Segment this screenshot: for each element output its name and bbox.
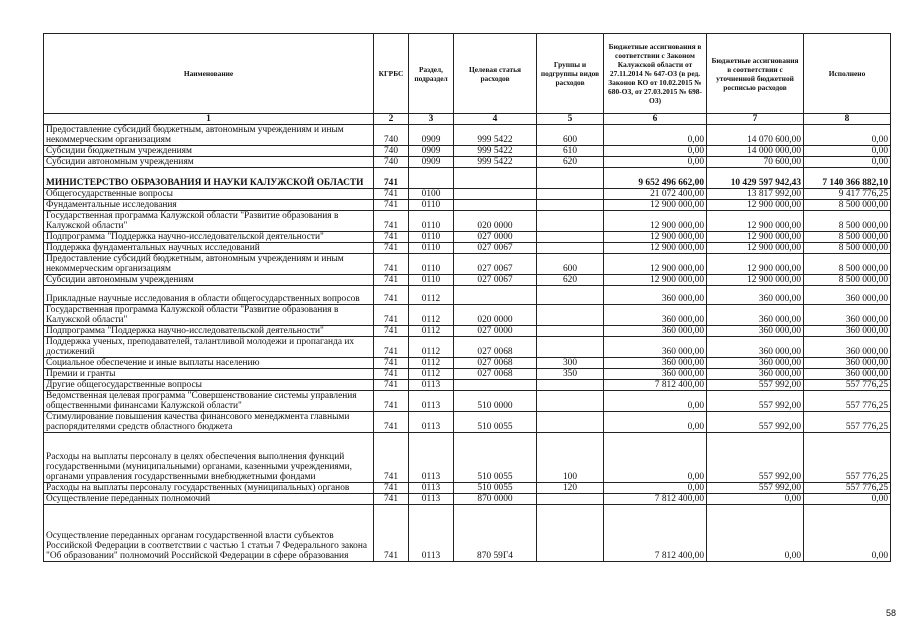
table-row [44, 505, 891, 562]
column-number: 5 [537, 114, 604, 125]
row-kgrbs: 741 [374, 483, 409, 494]
column-number: 8 [804, 114, 891, 125]
row-group: 620 [537, 157, 604, 168]
row-budget-refined: 13 817 992,00 [707, 189, 804, 200]
row-section: 0113 [409, 505, 454, 562]
row-executed: 557 776,25 [804, 391, 891, 412]
row-kgrbs: 741 [374, 200, 409, 211]
row-budget-refined: 12 900 000,00 [707, 211, 804, 232]
row-kgrbs: 741 [374, 391, 409, 412]
row-group [537, 200, 604, 211]
row-kgrbs: 740 [374, 146, 409, 157]
row-group [537, 505, 604, 562]
row-executed: 0,00 [804, 157, 891, 168]
page-number: 58 [885, 608, 896, 618]
row-name: Подпрограмма "Поддержка научно-исследовательской деятельности" [44, 232, 374, 243]
row-budget-law: 7 812 400,00 [604, 505, 707, 562]
row-name: Фундаментальные исследования [44, 200, 374, 211]
row-kgrbs: 741 [374, 286, 409, 305]
row-budget-refined: 360 000,00 [707, 305, 804, 326]
row-name: Другие общегосударственные вопросы [44, 380, 374, 391]
row-group: 120 [537, 483, 604, 494]
row-kgrbs: 741 [374, 380, 409, 391]
row-budget-law: 360 000,00 [604, 358, 707, 369]
row-name: Субсидии автономным учреждениям [44, 275, 374, 286]
row-kgrbs: 741 [374, 232, 409, 243]
row-section: 0112 [409, 358, 454, 369]
row-group [537, 391, 604, 412]
row-group [537, 494, 604, 505]
row-kgrbs: 741 [374, 505, 409, 562]
row-target: 999 5422 [454, 125, 537, 146]
row-budget-law: 0,00 [604, 391, 707, 412]
row-budget-law: 360 000,00 [604, 286, 707, 305]
row-name: Расходы на выплаты персоналу в целях обеспечения выполнения функций государственными (муниципальными) органами, казенными учреждениями, органами управления государственными внебюджетными фондами [44, 433, 374, 483]
row-budget-law: 12 900 000,00 [604, 275, 707, 286]
row-budget-refined: 360 000,00 [707, 337, 804, 358]
row-section: 0110 [409, 243, 454, 254]
row-kgrbs: 741 [374, 494, 409, 505]
row-budget-law: 9 652 496 662,00 [604, 168, 707, 189]
row-budget-refined: 10 429 597 942,43 [707, 168, 804, 189]
row-group: 350 [537, 369, 604, 380]
row-executed: 557 776,25 [804, 433, 891, 483]
row-name: Предоставление субсидий бюджетным, автономным учреждениям и иным некоммерческим организациям [44, 254, 374, 275]
row-executed: 8 500 000,00 [804, 243, 891, 254]
row-name: Премии и гранты [44, 369, 374, 380]
table-row [44, 337, 891, 358]
row-name: МИНИСТЕРСТВО ОБРАЗОВАНИЯ И НАУКИ КАЛУЖСКОЙ ОБЛАСТИ [44, 168, 374, 189]
row-budget-law: 0,00 [604, 433, 707, 483]
column-number-row [44, 114, 891, 125]
row-section: 0113 [409, 391, 454, 412]
column-number: 6 [604, 114, 707, 125]
row-executed: 360 000,00 [804, 358, 891, 369]
row-section: 0110 [409, 275, 454, 286]
row-target: 510 0000 [454, 391, 537, 412]
table-row [44, 275, 891, 286]
row-target: 027 0068 [454, 369, 537, 380]
table-row [44, 412, 891, 433]
row-executed: 557 776,25 [804, 380, 891, 391]
row-group [537, 168, 604, 189]
row-kgrbs: 741 [374, 369, 409, 380]
header-kgrbs: КГРБС [374, 34, 409, 114]
row-budget-law: 12 900 000,00 [604, 243, 707, 254]
table-row [44, 189, 891, 200]
row-executed: 0,00 [804, 125, 891, 146]
row-budget-refined: 557 992,00 [707, 412, 804, 433]
table-row [44, 243, 891, 254]
table-row [44, 232, 891, 243]
row-target: 870 59Г4 [454, 505, 537, 562]
row-budget-refined: 557 992,00 [707, 433, 804, 483]
row-executed: 8 500 000,00 [804, 200, 891, 211]
row-budget-refined: 12 900 000,00 [707, 200, 804, 211]
row-section: 0112 [409, 369, 454, 380]
row-group [537, 243, 604, 254]
row-executed: 7 140 366 882,10 [804, 168, 891, 189]
row-budget-law: 21 072 400,00 [604, 189, 707, 200]
row-target [454, 380, 537, 391]
row-name: Ведомственная целевая программа "Совершенствование системы управления общественными финансами Калужской области" [44, 391, 374, 412]
row-budget-refined: 14 000 000,00 [707, 146, 804, 157]
row-section: 0113 [409, 380, 454, 391]
row-kgrbs: 741 [374, 211, 409, 232]
row-budget-law: 0,00 [604, 146, 707, 157]
row-target: 999 5422 [454, 146, 537, 157]
row-group: 620 [537, 275, 604, 286]
row-name: Государственная программа Калужской области "Развитие образования в Калужской области" [44, 211, 374, 232]
row-kgrbs: 741 [374, 358, 409, 369]
row-executed: 0,00 [804, 505, 891, 562]
row-target: 020 0000 [454, 211, 537, 232]
row-budget-law: 360 000,00 [604, 326, 707, 337]
row-executed: 557 776,25 [804, 483, 891, 494]
row-budget-refined: 70 600,00 [707, 157, 804, 168]
row-budget-refined: 0,00 [707, 505, 804, 562]
row-target [454, 200, 537, 211]
row-budget-law: 360 000,00 [604, 369, 707, 380]
row-budget-refined: 360 000,00 [707, 358, 804, 369]
row-target [454, 286, 537, 305]
table-row [44, 369, 891, 380]
column-number: 7 [707, 114, 804, 125]
row-budget-law: 0,00 [604, 157, 707, 168]
row-section: 0909 [409, 157, 454, 168]
row-target: 870 0000 [454, 494, 537, 505]
table-row [44, 494, 891, 505]
row-executed: 360 000,00 [804, 286, 891, 305]
row-target: 027 0067 [454, 243, 537, 254]
row-group [537, 337, 604, 358]
table-row [44, 200, 891, 211]
row-section: 0909 [409, 146, 454, 157]
row-section: 0113 [409, 433, 454, 483]
row-executed: 9 417 776,25 [804, 189, 891, 200]
table-row [44, 305, 891, 326]
row-section: 0112 [409, 305, 454, 326]
row-executed: 360 000,00 [804, 337, 891, 358]
row-budget-law: 360 000,00 [604, 305, 707, 326]
row-section: 0110 [409, 232, 454, 243]
row-executed: 360 000,00 [804, 305, 891, 326]
row-kgrbs: 741 [374, 305, 409, 326]
row-kgrbs: 740 [374, 157, 409, 168]
row-target: 510 0055 [454, 483, 537, 494]
row-group: 600 [537, 254, 604, 275]
row-kgrbs: 741 [374, 254, 409, 275]
row-section: 0113 [409, 412, 454, 433]
row-name: Прикладные научные исследования в области общегосударственных вопросов [44, 286, 374, 305]
row-kgrbs: 741 [374, 433, 409, 483]
row-name: Осуществление переданных органам государственной власти субъектов Российской Федерации в соответствии с частью 1 статьи 7 Федерального закона "Об образовании" полномочий Российской Федерации в сфере образования [44, 505, 374, 562]
row-target: 510 0055 [454, 433, 537, 483]
row-section: 0113 [409, 483, 454, 494]
row-budget-refined: 0,00 [707, 494, 804, 505]
row-target: 027 0000 [454, 232, 537, 243]
row-group: 600 [537, 125, 604, 146]
row-kgrbs: 741 [374, 243, 409, 254]
row-target: 027 0068 [454, 337, 537, 358]
row-kgrbs: 740 [374, 125, 409, 146]
row-budget-refined: 14 070 600,00 [707, 125, 804, 146]
row-target: 027 0000 [454, 326, 537, 337]
row-budget-refined: 557 992,00 [707, 483, 804, 494]
row-executed: 557 776,25 [804, 412, 891, 433]
column-number: 4 [454, 114, 537, 125]
row-budget-law: 7 812 400,00 [604, 494, 707, 505]
row-kgrbs: 741 [374, 326, 409, 337]
row-target: 027 0068 [454, 358, 537, 369]
row-kgrbs: 741 [374, 168, 409, 189]
row-budget-refined: 12 900 000,00 [707, 243, 804, 254]
row-target [454, 168, 537, 189]
row-executed: 8 500 000,00 [804, 275, 891, 286]
row-budget-refined: 360 000,00 [707, 286, 804, 305]
table-row [44, 254, 891, 275]
row-kgrbs: 741 [374, 189, 409, 200]
row-kgrbs: 741 [374, 275, 409, 286]
row-name: Субсидии автономным учреждениям [44, 157, 374, 168]
row-section: 0110 [409, 211, 454, 232]
table-row [44, 358, 891, 369]
row-target: 020 0000 [454, 305, 537, 326]
row-budget-law: 12 900 000,00 [604, 254, 707, 275]
row-budget-refined: 12 900 000,00 [707, 254, 804, 275]
row-section: 0112 [409, 326, 454, 337]
row-section: 0110 [409, 254, 454, 275]
row-section: 0100 [409, 189, 454, 200]
row-section [409, 168, 454, 189]
row-executed: 8 500 000,00 [804, 211, 891, 232]
row-executed: 8 500 000,00 [804, 232, 891, 243]
row-name: Расходы на выплаты персоналу государственных (муниципальных) органов [44, 483, 374, 494]
row-name: Поддержка ученых, преподавателей, талантливой молодежи и пропаганда их достижений [44, 337, 374, 358]
row-group: 100 [537, 433, 604, 483]
row-section: 0909 [409, 125, 454, 146]
table-row [44, 168, 891, 189]
table-row [44, 483, 891, 494]
row-budget-refined: 557 992,00 [707, 391, 804, 412]
row-section: 0112 [409, 286, 454, 305]
row-name: Общегосударственные вопросы [44, 189, 374, 200]
row-target [454, 189, 537, 200]
row-budget-refined: 12 900 000,00 [707, 275, 804, 286]
header-target: Целевая статья расходов [454, 34, 537, 114]
table-row [44, 211, 891, 232]
row-target: 510 0055 [454, 412, 537, 433]
header-section: Раздел, подраздел [409, 34, 454, 114]
row-name: Предоставление субсидий бюджетным, автономным учреждениям и иным некоммерческим организациям [44, 125, 374, 146]
row-name: Субсидии бюджетным учреждениям [44, 146, 374, 157]
row-budget-refined: 12 900 000,00 [707, 232, 804, 243]
row-target: 999 5422 [454, 157, 537, 168]
header-name: Наименование [44, 34, 374, 114]
row-kgrbs: 741 [374, 337, 409, 358]
row-group [537, 412, 604, 433]
table-row [44, 157, 891, 168]
row-name: Социальное обеспечение и иные выплаты населению [44, 358, 374, 369]
column-number: 1 [44, 114, 374, 125]
table-row [44, 125, 891, 146]
row-budget-law: 360 000,00 [604, 337, 707, 358]
row-group [537, 189, 604, 200]
row-executed: 360 000,00 [804, 369, 891, 380]
row-executed: 8 500 000,00 [804, 254, 891, 275]
row-name: Стимулирование повышения качества финансового менеджмента главными распорядителями средств областного бюджета [44, 412, 374, 433]
row-group [537, 380, 604, 391]
row-budget-refined: 360 000,00 [707, 369, 804, 380]
table-row [44, 286, 891, 305]
row-budget-law: 7 812 400,00 [604, 380, 707, 391]
header-groups: Группы и подгруппы видов расходов [537, 34, 604, 114]
table-row [44, 433, 891, 483]
column-number: 3 [409, 114, 454, 125]
row-budget-law: 0,00 [604, 483, 707, 494]
row-section: 0110 [409, 200, 454, 211]
row-executed: 0,00 [804, 494, 891, 505]
header-budget-refined: Бюджетные ассигнования в соответствии с уточненной бюджетной росписью расходов [707, 34, 804, 114]
row-target: 027 0067 [454, 254, 537, 275]
row-name: Подпрограмма "Поддержка научно-исследовательской деятельности" [44, 326, 374, 337]
budget-table [43, 33, 891, 562]
row-group [537, 326, 604, 337]
row-group: 610 [537, 146, 604, 157]
header-row [44, 34, 891, 114]
row-name: Осуществление переданных полномочий [44, 494, 374, 505]
row-group [537, 211, 604, 232]
column-number: 2 [374, 114, 409, 125]
row-group [537, 286, 604, 305]
row-budget-law: 12 900 000,00 [604, 211, 707, 232]
row-name: Государственная программа Калужской области "Развитие образования в Калужской области" [44, 305, 374, 326]
row-budget-refined: 360 000,00 [707, 326, 804, 337]
table-row [44, 146, 891, 157]
row-budget-law: 0,00 [604, 412, 707, 433]
table-row [44, 391, 891, 412]
row-group: 300 [537, 358, 604, 369]
table-row [44, 380, 891, 391]
header-budget-law: Бюджетные ассигнования в соответствии с Законом Калужской области от 27.11.2014 № 647-ОЗ (в ред. Законов КО от 10.02.2015 № 680-ОЗ, от 27.03.2015 № 698-ОЗ) [604, 34, 707, 114]
row-budget-law: 12 900 000,00 [604, 200, 707, 211]
header-executed: Исполнено [804, 34, 891, 114]
row-target: 027 0067 [454, 275, 537, 286]
row-name: Поддержка фундаментальных научных исследований [44, 243, 374, 254]
row-section: 0113 [409, 494, 454, 505]
table-row [44, 326, 891, 337]
row-group [537, 232, 604, 243]
row-executed: 360 000,00 [804, 326, 891, 337]
row-budget-law: 0,00 [604, 125, 707, 146]
row-budget-refined: 557 992,00 [707, 380, 804, 391]
row-budget-law: 12 900 000,00 [604, 232, 707, 243]
row-section: 0112 [409, 337, 454, 358]
row-executed: 0,00 [804, 146, 891, 157]
row-kgrbs: 741 [374, 412, 409, 433]
row-group [537, 305, 604, 326]
